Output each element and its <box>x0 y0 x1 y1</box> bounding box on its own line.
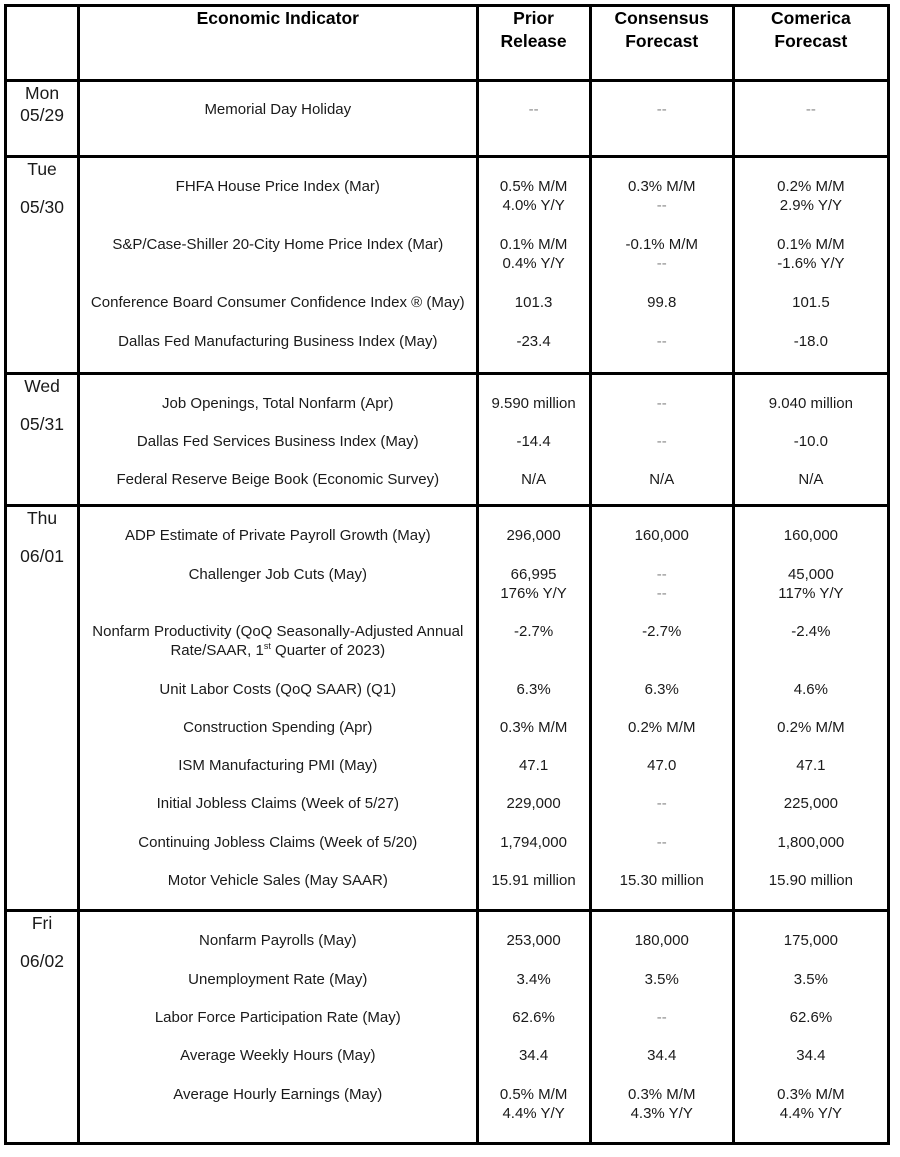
indicator-row-comerica <box>735 756 887 775</box>
indicator-value: Continuing Jobless Claims (Week of 5/20) <box>138 834 418 851</box>
prior-value: 34.4 <box>518 1047 549 1064</box>
prior-value: 1,794,000 <box>500 834 567 851</box>
consensus-value: 34.4 <box>647 1047 677 1064</box>
comerica-value: 2.9% Y/Y <box>779 197 843 214</box>
comerica-value: 9.040 million <box>768 395 853 412</box>
indicator-value: Memorial Day Holiday <box>204 101 352 118</box>
indicator-value: Nonfarm Payrolls (May) <box>199 932 357 949</box>
comerica-value: 4.4% Y/Y <box>779 1105 843 1122</box>
indicator-value: Unit Labor Costs (QoQ SAAR) (Q1) <box>159 681 397 698</box>
prior-value: 0.5% M/M <box>499 1086 568 1103</box>
prior-value: -14.4 <box>516 433 551 450</box>
header-comerica-line: Comerica <box>771 8 851 28</box>
indicator-row-prior <box>479 931 589 950</box>
prior-value: 66,995 <box>510 566 557 583</box>
consensus-value: 0.2% M/M <box>627 719 696 736</box>
comerica-value: 0.2% M/M <box>777 719 845 736</box>
day-date: 05/29 <box>20 105 64 125</box>
indicator-row-prior <box>479 970 589 989</box>
indicator-row-comerica <box>735 470 887 489</box>
comerica-value: 1,800,000 <box>777 834 845 851</box>
header-comerica <box>733 6 888 81</box>
indicator-row-comerica <box>735 235 887 273</box>
comerica-value: 160,000 <box>783 527 839 544</box>
indicator-row-consensus <box>592 680 732 699</box>
comerica-value: 47.1 <box>796 757 826 774</box>
comerica-value: 15.90 million <box>768 872 853 889</box>
consensus-value: -0.1% M/M <box>625 236 698 253</box>
day-cell <box>6 374 79 506</box>
indicator-row-prior <box>479 871 589 890</box>
prior-value: 229,000 <box>506 795 561 812</box>
consensus-value: 180,000 <box>634 932 689 949</box>
indicator-value: FHFA House Price Index (Mar) <box>175 178 380 195</box>
consensus-value: 160,000 <box>634 527 689 544</box>
day-block <box>6 374 889 506</box>
consensus-value: 99.8 <box>647 294 677 311</box>
indicator-row-indicator <box>80 394 475 413</box>
indicator-row-consensus <box>592 235 732 273</box>
consensus-value: 3.5% <box>644 971 679 988</box>
day-cell <box>6 911 79 1144</box>
prior-value: 101.3 <box>514 294 553 311</box>
indicator-row-indicator <box>80 680 475 699</box>
indicator-row-comerica <box>735 1046 887 1065</box>
economic-calendar-table <box>4 4 890 1145</box>
day-block <box>6 911 889 1144</box>
indicator-row-consensus <box>592 1085 732 1123</box>
column-indicator <box>79 506 477 911</box>
prior-value: 0.3% M/M <box>499 719 568 736</box>
indicator-row-comerica <box>735 871 887 890</box>
indicator-row-consensus <box>592 332 732 351</box>
indicator-row-prior <box>479 293 589 312</box>
comerica-value: -10.0 <box>793 433 828 450</box>
header-consensus <box>590 6 733 81</box>
indicator-row-indicator <box>80 177 475 196</box>
comerica-value: 3.5% <box>793 971 828 988</box>
prior-value: 0.4% Y/Y <box>502 255 565 272</box>
comerica-value: 34.4 <box>796 1047 826 1064</box>
indicator-row-consensus <box>592 1046 732 1065</box>
prior-value: -23.4 <box>516 333 551 350</box>
prior-value: 9.590 million <box>491 395 576 412</box>
indicator-row-prior <box>479 565 589 603</box>
day-name: Thu <box>26 508 58 528</box>
comerica-value: N/A <box>798 471 824 488</box>
indicator-row-indicator <box>80 432 475 451</box>
indicator-row-comerica <box>735 565 887 603</box>
indicator-row-indicator <box>80 931 475 950</box>
indicator-row-comerica <box>735 718 887 737</box>
indicator-row-prior <box>479 833 589 852</box>
comerica-value: -- <box>805 101 816 118</box>
day-block <box>6 157 889 374</box>
consensus-value: -- <box>656 333 667 350</box>
indicator-row-prior <box>479 680 589 699</box>
indicator-row-consensus <box>592 931 732 950</box>
indicator-row-prior <box>479 1008 589 1027</box>
indicator-row-prior <box>479 526 589 545</box>
indicator-row-comerica <box>735 432 887 451</box>
indicator-value: S&P/Case-Shiller 20-City Home Price Index (Mar) <box>112 236 444 253</box>
column-consensus <box>590 911 733 1144</box>
indicator-row-consensus <box>592 970 732 989</box>
comerica-value: 0.3% M/M <box>777 1086 845 1103</box>
header-row <box>6 6 889 81</box>
day-date: 06/02 <box>20 951 64 971</box>
indicator-value: Challenger Job Cuts (May) <box>188 566 367 583</box>
indicator-row-comerica <box>735 794 887 813</box>
header-prior <box>477 6 590 81</box>
indicator-row-indicator <box>80 1008 475 1027</box>
column-consensus <box>590 157 733 374</box>
indicator-value: Dallas Fed Services Business Index (May) <box>136 433 419 450</box>
header-consensus-line: Consensus <box>614 8 709 28</box>
consensus-value: -- <box>656 834 667 851</box>
header-consensus-line: Forecast <box>625 31 699 51</box>
indicator-row-indicator <box>80 833 475 852</box>
consensus-value: N/A <box>649 471 675 488</box>
consensus-value: -- <box>656 795 667 812</box>
column-comerica <box>733 506 888 911</box>
indicator-row-prior <box>479 622 589 641</box>
prior-value: 0.5% M/M <box>499 178 568 195</box>
indicator-row-indicator <box>80 100 475 119</box>
indicator-row-indicator <box>80 565 475 584</box>
column-comerica <box>733 374 888 506</box>
prior-value: 4.4% Y/Y <box>502 1105 565 1122</box>
consensus-value: -2.7% <box>642 623 682 640</box>
comerica-value: 175,000 <box>783 932 839 949</box>
indicator-value: Conference Board Consumer Confidence Index ® (May) <box>90 294 465 311</box>
indicator-row-prior <box>479 470 589 489</box>
indicator-row-indicator <box>80 1085 475 1104</box>
indicator-row-consensus <box>592 756 732 775</box>
day-name: Wed <box>24 376 60 396</box>
column-prior <box>477 506 590 911</box>
comerica-value: -2.4% <box>791 623 831 640</box>
indicator-row-comerica <box>735 293 887 312</box>
prior-value: 62.6% <box>512 1009 555 1026</box>
column-indicator <box>79 81 477 157</box>
day-cell <box>6 81 79 157</box>
column-prior <box>477 911 590 1144</box>
prior-value: 15.91 million <box>491 872 576 889</box>
indicator-value: Initial Jobless Claims (Week of 5/27) <box>156 795 399 812</box>
prior-value: -2.7% <box>513 623 554 640</box>
indicator-value: Unemployment Rate (May) <box>188 971 368 988</box>
indicator-row-indicator <box>80 794 475 813</box>
prior-value: 176% Y/Y <box>500 585 567 602</box>
consensus-value: -- <box>656 101 667 118</box>
indicator-value: Dallas Fed Manufacturing Business Index (May) <box>118 333 438 350</box>
comerica-value: 45,000 <box>787 566 834 583</box>
indicator-row-comerica <box>735 177 887 215</box>
indicator-row-prior <box>479 394 589 413</box>
indicator-value: Construction Spending (Apr) <box>183 719 373 736</box>
day-cell <box>6 157 79 374</box>
comerica-value: 117% Y/Y <box>778 585 844 602</box>
prior-value: N/A <box>521 471 547 488</box>
prior-value: 253,000 <box>506 932 561 949</box>
day-date: 05/31 <box>20 414 64 434</box>
indicator-row-indicator <box>80 1046 475 1065</box>
comerica-value: -18.0 <box>793 333 828 350</box>
indicator-value: Federal Reserve Beige Book (Economic Survey) <box>116 471 440 488</box>
indicator-value: ISM Manufacturing PMI (May) <box>178 757 378 774</box>
indicator-row-indicator <box>80 970 475 989</box>
indicator-row-consensus <box>592 718 732 737</box>
day-cell <box>6 506 79 911</box>
indicator-row-prior <box>479 718 589 737</box>
indicator-row-prior <box>479 1085 589 1123</box>
indicator-value: Job Openings, Total Nonfarm (Apr) <box>162 395 394 412</box>
indicator-row-comerica <box>735 526 887 545</box>
prior-value: 4.0% Y/Y <box>502 197 565 214</box>
indicator-row-indicator <box>80 871 475 890</box>
day-date: 05/30 <box>20 197 64 217</box>
consensus-value: -- <box>656 395 667 412</box>
column-comerica <box>733 157 888 374</box>
prior-value: 296,000 <box>506 527 561 544</box>
header-day <box>6 6 79 81</box>
indicator-row-prior <box>479 1046 589 1065</box>
indicator-row-comerica <box>735 622 887 641</box>
indicator-row-comerica <box>735 833 887 852</box>
prior-value: 3.4% <box>516 971 551 988</box>
indicator-row-indicator <box>80 526 475 545</box>
consensus-value: 0.3% M/M <box>627 1086 696 1103</box>
comerica-value: 101.5 <box>792 294 830 311</box>
header-indicator <box>79 6 477 81</box>
indicator-row-prior <box>479 100 589 119</box>
indicator-row-comerica <box>735 332 887 351</box>
indicator-row-comerica <box>735 931 887 950</box>
indicator-row-consensus <box>592 565 732 603</box>
header-indicator-label: Economic Indicator <box>196 8 359 28</box>
comerica-value: 62.6% <box>789 1009 833 1026</box>
comerica-value: 0.1% M/M <box>777 236 845 253</box>
indicator-value: Average Hourly Earnings (May) <box>173 1086 383 1103</box>
consensus-value: -- <box>656 585 667 602</box>
consensus-value: 4.3% Y/Y <box>630 1105 693 1122</box>
indicator-row-consensus <box>592 394 732 413</box>
indicator-row-indicator <box>80 470 475 489</box>
indicator-row-consensus <box>592 1008 732 1027</box>
indicator-row-comerica <box>735 970 887 989</box>
indicator-row-consensus <box>592 871 732 890</box>
comerica-value: 0.2% M/M <box>777 178 845 195</box>
indicator-value: Motor Vehicle Sales (May SAAR) <box>167 872 388 889</box>
indicator-row-prior <box>479 332 589 351</box>
indicator-row-indicator <box>80 622 475 660</box>
indicator-row-prior <box>479 794 589 813</box>
day-block <box>6 506 889 911</box>
table-body <box>6 81 889 1144</box>
prior-value: 0.1% M/M <box>499 236 568 253</box>
column-consensus <box>590 506 733 911</box>
consensus-value: 0.3% M/M <box>627 178 696 195</box>
column-indicator <box>79 157 477 374</box>
indicator-row-comerica <box>735 1008 887 1027</box>
consensus-value: -- <box>656 433 667 450</box>
day-date: 06/01 <box>20 546 64 566</box>
comerica-value: 225,000 <box>783 795 839 812</box>
column-indicator <box>79 911 477 1144</box>
indicator-row-comerica <box>735 100 887 119</box>
consensus-value: -- <box>656 197 667 214</box>
indicator-value: Average Weekly Hours (May) <box>180 1047 376 1064</box>
indicator-row-consensus <box>592 432 732 451</box>
indicator-row-consensus <box>592 794 732 813</box>
column-consensus <box>590 81 733 157</box>
indicator-value: ADP Estimate of Private Payroll Growth (May) <box>124 527 431 544</box>
comerica-value: -1.6% Y/Y <box>777 255 845 272</box>
indicator-row-consensus <box>592 526 732 545</box>
prior-value: 6.3% <box>516 681 551 698</box>
consensus-value: -- <box>656 1009 667 1026</box>
indicator-row-comerica <box>735 394 887 413</box>
indicator-row-consensus <box>592 177 732 215</box>
header-prior-line: Release <box>500 31 567 51</box>
column-consensus <box>590 374 733 506</box>
column-prior <box>477 81 590 157</box>
indicator-row-indicator <box>80 756 475 775</box>
column-indicator <box>79 374 477 506</box>
column-comerica <box>733 81 888 157</box>
indicator-row-comerica <box>735 680 887 699</box>
indicator-row-consensus <box>592 622 732 641</box>
indicator-row-consensus <box>592 833 732 852</box>
prior-value: -- <box>528 101 539 118</box>
indicator-row-consensus <box>592 470 732 489</box>
indicator-row-prior <box>479 432 589 451</box>
indicator-value: Rate/SAAR, 1st Quarter of 2023) <box>170 641 386 659</box>
column-comerica <box>733 911 888 1144</box>
consensus-value: 15.30 million <box>619 872 704 889</box>
indicator-row-prior <box>479 756 589 775</box>
indicator-value: Labor Force Participation Rate (May) <box>154 1009 401 1026</box>
indicator-row-comerica <box>735 1085 887 1123</box>
column-prior <box>477 157 590 374</box>
indicator-row-indicator <box>80 718 475 737</box>
day-block <box>6 81 889 157</box>
indicator-row-indicator <box>80 332 475 351</box>
prior-value: 47.1 <box>518 757 549 774</box>
indicator-row-consensus <box>592 293 732 312</box>
consensus-value: 6.3% <box>644 681 679 698</box>
column-prior <box>477 374 590 506</box>
day-name: Tue <box>27 159 57 179</box>
indicator-row-consensus <box>592 100 732 119</box>
indicator-row-indicator <box>80 293 475 312</box>
consensus-value: -- <box>656 255 667 272</box>
consensus-value: 47.0 <box>647 757 677 774</box>
header-comerica-line: Forecast <box>774 31 848 51</box>
indicator-row-indicator <box>80 235 475 254</box>
day-name: Fri <box>31 913 53 933</box>
indicator-row-prior <box>479 235 589 273</box>
comerica-value: 4.6% <box>793 681 828 698</box>
consensus-value: -- <box>656 566 667 583</box>
header-prior-line: Prior <box>513 8 554 28</box>
indicator-row-prior <box>479 177 589 215</box>
indicator-value: Nonfarm Productivity (QoQ Seasonally-Adjusted Annual <box>92 623 464 640</box>
day-name: Mon <box>25 83 60 103</box>
